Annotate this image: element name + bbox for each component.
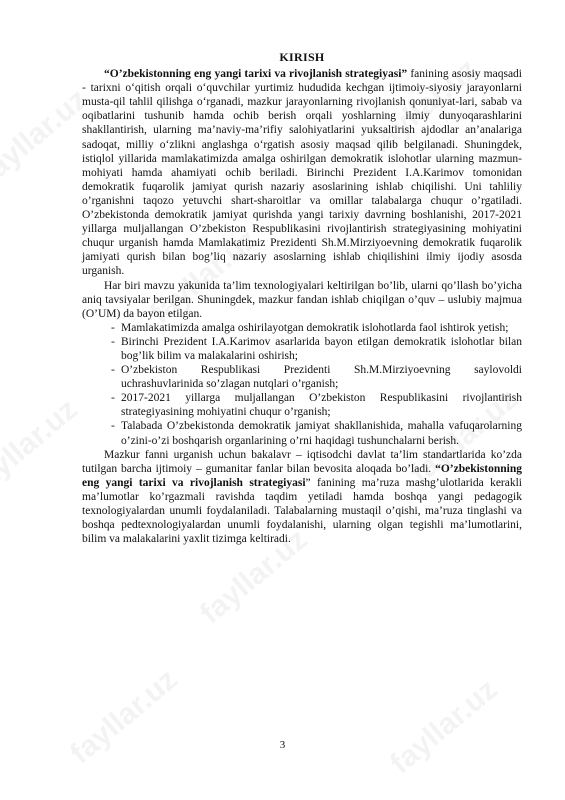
page-number: 3	[279, 739, 286, 751]
course-title-bold: “O’zbekistonning eng yangi tarixi va rivojlanish strategiyasi”	[104, 68, 408, 81]
page-title: KIRISH	[279, 50, 325, 64]
watermark	[64, 663, 184, 772]
intro-paragraph-text: fanining asosiy maqsadi - tarixni o‘qitish orqali o‘quvchilar yurtimiz hududida kechgan ijtimoiy-siyosiy jarayonlarni musta-qil tahlil qilishga o‘rganadi, mazkur jarayonlarning rivojlanish qonuniyat-lari, sabab va oqibatlarini tushunib hamda ochib berish orqali yoshlarning ilmiy dunyoqarashlarini shakllantirish, ularning ma’naviy-ma’rifiy salohiyatlarini yuksaltirish ajdodlar an’analariga sadoqat, milliy o‘zlikni anglashga o‘rgatish asosiy maqsad qilib belgilanadi. Shuningdek, istiqlol yillarida mamlakatimizda amalga oshirilgan demokratik islohotlar ularning mazmun-mohiyati hamda ahamiyati ochib beriladi. Birinchi Prezident I.A.Karimov tomonidan demokratik fuqarolik jamiyat qurish nazariy asoslarining ishlab chiqilishi. Uni tahliliy o’rganishni taqozo yetuvchi shart-sharoitlar va omillar talabalarga chuqur o’rgatiladi. O’zbekistonda demokratik jamiyat qurishda yangi tarixiy davrning boshlanishi, 2017-2021 yillarga muljallangan O’zbekiston Respublikasini rivojlantirish strategiyasining mohiyatini chuqur urganish hamda Mamlakatimiz Prezidenti Sh.M.Mirziyoevning demokratik fuqarolik jamiyati qurish bilan bog’liq nazariy asoslarning ishlab chiqilishini ilmiy ijodiy asosda urganish.	[82, 68, 522, 278]
watermark	[0, 83, 94, 192]
watermark	[384, 673, 504, 782]
list-item: - 2017-2021 yillarga muljallangan O’zbekiston Respublikasini rivojlantirish strategiyasining mohiyatini chuqur o’rganish;	[115, 391, 522, 419]
course-title-bold-2: “O’zbekistonning eng yangi tarixi va rivojlanish strategiyasi	[82, 462, 522, 489]
list-item: - O’zbekiston Respublikasi Prezidenti Sh.M.Mirziyoevning saylovoldi uchrashuvlarinida so’zlagan nutqlari o’rganish;	[115, 363, 522, 391]
list-item: - Talabada O’zbekistonda demokratik jamiyat shakllanishida, mahalla vafuqarolarning o’zini-o’zi boshqarish organlarining o’rni haqidagi tushunchalarni berish.	[115, 419, 522, 447]
intro-paragraph	[82, 67, 522, 278]
closing-paragraph-start: Mazkur fanni urganish uchun bakalavr – iqtisodchi davlat ta’lim standartlarida ko’zda tutilgan barcha ijtimoiy – gumanitar fanlar bilan bevosita aloqada bo’ladi.	[82, 448, 522, 475]
list-item: - Birinchi Prezident I.A.Karimov asarlarida bayon etilgan demokratik islohotlar bilan bog’lik bilim va malakalarini oshirish;	[115, 335, 522, 363]
document-body	[82, 50, 522, 546]
closing-paragraph-text: ” fanining ma’ruza mashg’ulotlarida kerakli ma’lumotlar ko’rgazmali ravishda taqdim yetiladi hamda boshqa yangi pedagogik texnologiyalardan unumli foydalaniladi. Talabalarning mustaqil o’qishi, ma’ruza tinglashi va boshqa pedtexnologiyalardan unumli foydalanishi, ularning olgan tegishli ma’lumotlarini, bilim va malakalarini yaxlit tizimga keltiradi.	[82, 476, 522, 546]
technology-paragraph: Har biri mavzu yakunida ta’lim texnologiyalari keltirilgan bo’lib, ularni qo’llash bo’yicha aniq tavsiyalar berilgan. Shuningdek, mazkur fandan ishlab chiqilgan o’quv – uslubiy majmua (O’UM) da bayon etilgan.	[82, 279, 522, 320]
watermark	[0, 393, 84, 502]
list-item: - Mamlakatimizda amalga oshirilayotgan demokratik islohotlarda faol ishtirok yetish;	[115, 321, 522, 335]
closing-paragraph	[82, 448, 522, 547]
objectives-list	[82, 321, 522, 448]
